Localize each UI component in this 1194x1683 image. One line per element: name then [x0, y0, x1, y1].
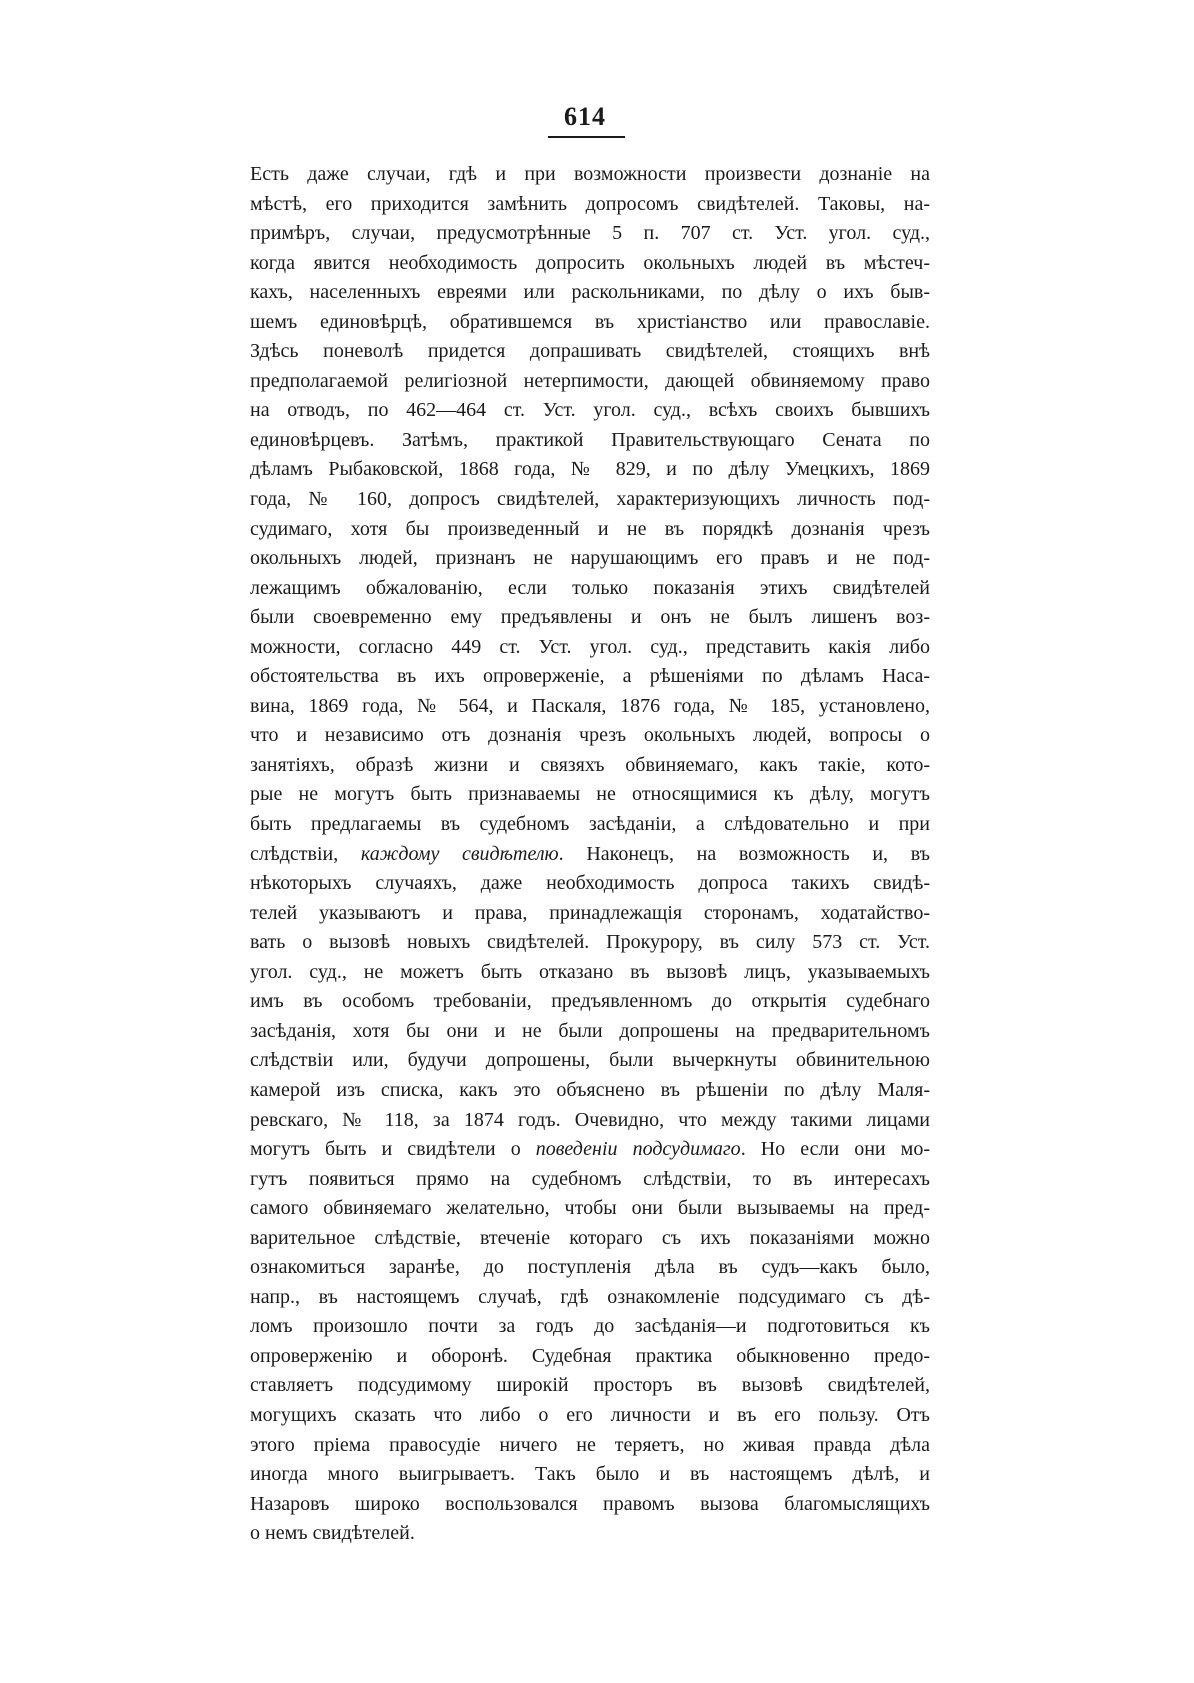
text-line: были своевременно ему предъявлены и онъ не былъ лишенъ воз- [250, 606, 930, 629]
text-line: вина, 1869 года, № 564, и Паскаля, 1876 года, № 185, установлено, [250, 694, 930, 717]
text-line: напр., въ настоящемъ случаѣ, гдѣ ознакомленіе подсудимаго съ дѣ- [250, 1285, 930, 1308]
text-line: имъ въ особомъ требованіи, предъявленномъ до открытія судебнаго [250, 990, 930, 1013]
text-line: лежащимъ обжалованію, если только показанія этихъ свидѣтелей [250, 576, 930, 599]
text-line: что и независимо отъ дознанія чрезъ окольныхъ людей, вопросы о [250, 724, 930, 747]
text-line: телей указываютъ и права, принадлежащія сторонамъ, ходатайство- [250, 901, 930, 924]
text-line: окольныхъ людей, признанъ не нарушающимъ его правъ и не под- [250, 547, 930, 570]
text-line-with-italic [250, 1135, 930, 1165]
text-line: шемъ единовѣрцѣ, обратившемся въ христіанство или православіе. [250, 310, 930, 333]
text-line: самого обвиняемаго желательно, чтобы они были вызываемы на пред- [250, 1197, 930, 1220]
text-line: ревскаго, № 118, за 1874 годъ. Очевидно, что между такими лицами [250, 1108, 930, 1131]
page-number: 614 [564, 102, 606, 131]
text-line: дѣламъ Рыбаковской, 1868 года, № 829, и по дѣлу Умецкихъ, 1869 [250, 458, 930, 481]
body-text [250, 160, 930, 1549]
text-line: Здѣсь поневолѣ придется допрашивать свидѣтелей, стоящихъ внѣ [250, 340, 930, 363]
text-line: слѣдствіи или, будучи допрошены, были вычеркнуты обвинительною [250, 1049, 930, 1072]
text-line: примѣръ, случаи, предусмотрѣнные 5 п. 707 ст. Уст. угол. суд., [250, 222, 930, 245]
text-line: ознакомиться заранѣе, до поступленія дѣла въ судъ—какъ было, [250, 1256, 930, 1279]
text-line: засѣданія, хотя бы они и не были допрошены на предварительномъ [250, 1019, 930, 1042]
text-line: ломъ произошло почти за годъ до засѣданія—и подготовиться къ [250, 1315, 930, 1338]
text-line: Есть даже случаи, гдѣ и при возможности произвести дознаніе на [250, 163, 930, 185]
text-line: ставляетъ подсудимому широкій просторъ въ вызовѣ свидѣтелей, [250, 1374, 930, 1397]
italic-phrase: каждому свидѣтелю [360, 842, 559, 865]
text-line: занятіяхъ, образѣ жизни и связяхъ обвиняемаго, какъ такіе, кото- [250, 753, 930, 776]
text-run: . Но если они мо- [740, 1138, 930, 1161]
text-line: единовѣрцевъ. Затѣмъ, практикой Правительствующаго Сената по [250, 428, 930, 451]
text-line-last: о немъ свидѣтелей. [250, 1522, 415, 1545]
text-line: вать о вызовѣ новыхъ свидѣтелей. Прокурору, въ силу 573 ст. Уст. [250, 931, 930, 954]
text-run: слѣдствіи, [250, 842, 361, 865]
text-line: нѣкоторыхъ случаяхъ, даже необходимость допроса такихъ свидѣ- [250, 872, 930, 895]
text-line: гутъ появиться прямо на судебномъ слѣдствіи, то въ интересахъ [250, 1167, 930, 1190]
text-line: судимаго, хотя бы произведенный и не въ порядкѣ дознанія чрезъ [250, 517, 930, 540]
text-line: камерой изъ списка, какъ это объяснено въ рѣшеніи по дѣлу Маля- [250, 1078, 930, 1101]
text-line: предполагаемой религіозной нетерпимости, дающей обвиняемому право [250, 369, 930, 392]
text-line: на отводъ, по 462—464 ст. Уст. угол. суд., всѣхъ своихъ бывшихъ [250, 399, 930, 422]
text-line: варительное слѣдствіе, втеченіе котораго съ ихъ показаніями можно [250, 1226, 930, 1249]
page-number-rule [548, 136, 625, 138]
italic-phrase: поведеніи подсудимаго [535, 1138, 741, 1161]
text-line: могущихъ сказать что либо о его личности и въ его пользу. Отъ [250, 1403, 930, 1426]
text-line: опроверженію и оборонѣ. Судебная практика обыкновенно предо- [250, 1344, 930, 1367]
text-run: . Наконецъ, на возможность и, въ [558, 842, 930, 865]
text-line: мѣстѣ, его приходится замѣнить допросомъ свидѣтелей. Таковы, на- [250, 192, 930, 215]
text-line: этого пріема правосудіе ничего не теряетъ, но живая правда дѣла [250, 1433, 930, 1456]
text-line: кахъ, населенныхъ евреями или раскольниками, по дѣлу о ихъ быв- [250, 281, 930, 304]
text-line: быть предлагаемы въ судебномъ засѣданіи, а слѣдовательно и при [250, 813, 930, 836]
text-run: могутъ быть и свидѣтели о [250, 1138, 536, 1161]
text-line: Назаровъ широко воспользовался правомъ вызова благомыслящихъ [250, 1492, 930, 1515]
text-line: иногда много выигрываетъ. Такъ было и въ настоящемъ дѣлѣ, и [250, 1463, 930, 1486]
text-line-with-italic [250, 840, 930, 870]
text-line: когда явится необходимость допросить окольныхъ людей въ мѣстеч- [250, 251, 930, 274]
text-line: рые не могутъ быть признаваемы не относящимися къ дѣлу, могутъ [250, 783, 930, 806]
text-line: угол. суд., не можетъ быть отказано въ вызовѣ лицъ, указываемыхъ [250, 960, 930, 983]
text-line: обстоятельства въ ихъ опроверженіе, а рѣшеніями по дѣламъ Наса- [250, 665, 930, 688]
text-line: года, № 160, допросъ свидѣтелей, характеризующихъ личность под- [250, 488, 930, 511]
text-line: можности, согласно 449 ст. Уст. угол. суд., представить какія либо [250, 635, 930, 658]
